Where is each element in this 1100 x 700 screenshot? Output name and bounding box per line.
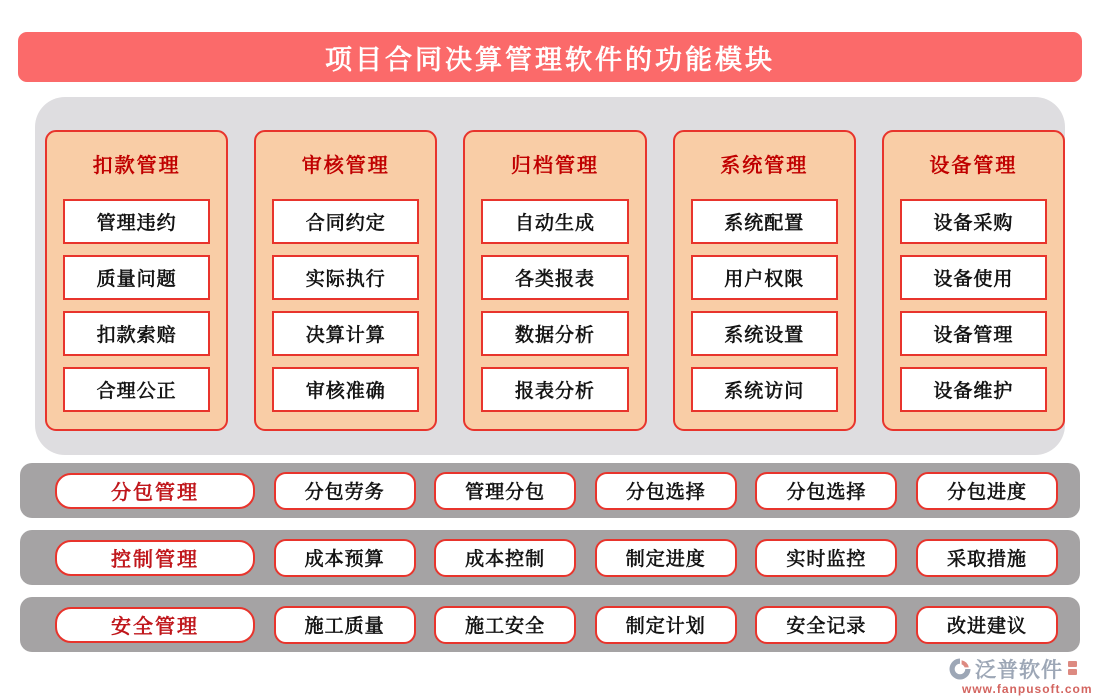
card-item[interactable]: 质量问题	[63, 255, 210, 300]
fanpu-logo-icon	[948, 657, 972, 681]
row-button[interactable]: 改进建议	[916, 606, 1058, 644]
card-item[interactable]: 设备采购	[900, 199, 1047, 244]
row-button[interactable]: 安全记录	[755, 606, 897, 644]
row-button[interactable]: 采取措施	[916, 539, 1058, 577]
card-item[interactable]: 合理公正	[63, 367, 210, 412]
row-subcontract	[20, 463, 1080, 518]
card-items	[675, 199, 854, 412]
card-item[interactable]: 合同约定	[272, 199, 419, 244]
card-item[interactable]: 决算计算	[272, 311, 419, 356]
row-button[interactable]: 分包进度	[916, 472, 1058, 510]
card-items	[256, 199, 435, 412]
card-item[interactable]: 设备管理	[900, 311, 1047, 356]
card-item[interactable]: 系统访问	[691, 367, 838, 412]
card-item[interactable]: 各类报表	[481, 255, 628, 300]
card-item[interactable]: 审核准确	[272, 367, 419, 412]
card-items	[465, 199, 644, 412]
row-button[interactable]: 施工质量	[274, 606, 416, 644]
module-card-deduction	[45, 130, 228, 431]
card-title: 设备管理	[929, 155, 1018, 177]
row-button[interactable]: 分包劳务	[274, 472, 416, 510]
title-banner	[18, 32, 1082, 82]
module-card-archive	[463, 130, 646, 431]
brand-name: 泛普软件	[975, 658, 1063, 682]
row-label-button[interactable]: 分包管理	[55, 473, 255, 509]
logo-stamp	[1068, 661, 1077, 677]
card-item[interactable]: 扣款索赔	[63, 311, 210, 356]
card-item[interactable]: 自动生成	[481, 199, 628, 244]
fanpu-watermark	[948, 654, 1094, 696]
row-button[interactable]: 实时监控	[755, 539, 897, 577]
row-label-button[interactable]: 控制管理	[55, 540, 255, 576]
card-title: 审核管理	[301, 155, 390, 177]
card-item[interactable]: 数据分析	[481, 311, 628, 356]
row-button[interactable]: 管理分包	[434, 472, 576, 510]
row-control	[20, 530, 1080, 585]
card-item[interactable]: 报表分析	[481, 367, 628, 412]
row-label-button[interactable]: 安全管理	[55, 607, 255, 643]
card-title: 扣款管理	[92, 155, 181, 177]
module-panel	[35, 97, 1065, 455]
row-button[interactable]: 制定计划	[595, 606, 737, 644]
page-title: 项目合同决算管理软件的功能模块	[325, 44, 775, 75]
module-card-system	[673, 130, 856, 431]
card-item[interactable]: 系统配置	[691, 199, 838, 244]
row-safety	[20, 597, 1080, 652]
brand-url[interactable]: www.fanpusoft.com	[962, 682, 1093, 696]
module-card-audit	[254, 130, 437, 431]
row-button[interactable]: 成本预算	[274, 539, 416, 577]
card-item[interactable]: 设备使用	[900, 255, 1047, 300]
row-button[interactable]: 分包选择	[755, 472, 897, 510]
card-items	[47, 199, 226, 412]
row-button[interactable]: 施工安全	[434, 606, 576, 644]
card-item[interactable]: 实际执行	[272, 255, 419, 300]
card-item[interactable]: 系统设置	[691, 311, 838, 356]
row-button[interactable]: 成本控制	[434, 539, 576, 577]
card-item[interactable]: 管理违约	[63, 199, 210, 244]
card-items	[884, 199, 1063, 412]
card-title: 归档管理	[511, 155, 599, 177]
row-button[interactable]: 制定进度	[595, 539, 737, 577]
card-item[interactable]: 设备维护	[900, 367, 1047, 412]
card-title: 系统管理	[720, 155, 809, 177]
module-card-equipment	[882, 130, 1065, 431]
card-item[interactable]: 用户权限	[691, 255, 838, 300]
row-button[interactable]: 分包选择	[595, 472, 737, 510]
